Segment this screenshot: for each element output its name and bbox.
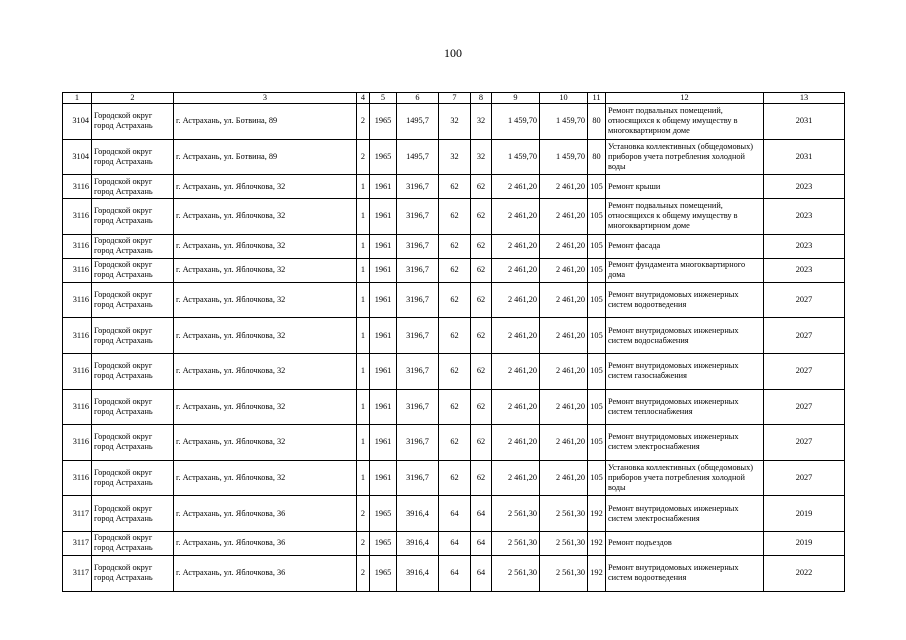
floors-cell: 1 <box>357 318 370 354</box>
floors-cell: 1 <box>357 353 370 389</box>
amount-cell-b: 2 461,20 <box>540 258 588 282</box>
count-cell-b: 62 <box>471 460 492 496</box>
index-cell: 105 <box>588 425 606 461</box>
column-header: 1 <box>63 93 92 104</box>
index-cell: 105 <box>588 282 606 318</box>
index-cell: 105 <box>588 258 606 282</box>
table-row <box>63 199 845 235</box>
amount-cell-a: 2 461,20 <box>492 175 540 199</box>
amount-cell-a: 1 459,70 <box>492 139 540 175</box>
row-id-cell: 3116 <box>63 282 92 318</box>
header-row <box>63 93 845 104</box>
index-cell: 192 <box>588 555 606 591</box>
index-cell: 105 <box>588 318 606 354</box>
table-row <box>63 531 845 555</box>
area-cell: 3196,7 <box>397 258 439 282</box>
floors-cell: 2 <box>357 531 370 555</box>
count-cell-b: 64 <box>471 531 492 555</box>
address-cell: г. Астрахань, ул. Яблочкова, 36 <box>174 531 357 555</box>
municipality-cell: Городской округ город Астрахань <box>92 460 174 496</box>
work-type-cell: Ремонт внутридомовых инженерных систем теплоснабжения <box>606 389 764 425</box>
floors-cell: 2 <box>357 139 370 175</box>
plan-year-cell: 2031 <box>764 104 845 140</box>
year-cell: 1965 <box>370 531 397 555</box>
row-id-cell: 3117 <box>63 531 92 555</box>
floors-cell: 1 <box>357 258 370 282</box>
work-type-cell: Установка коллективных (общедомовых) приборов учета потребления холодной воды <box>606 139 764 175</box>
municipality-cell: Городской округ город Астрахань <box>92 258 174 282</box>
row-id-cell: 3116 <box>63 199 92 235</box>
year-cell: 1961 <box>370 353 397 389</box>
plan-year-cell: 2031 <box>764 139 845 175</box>
address-cell: г. Астрахань, ул. Яблочкова, 32 <box>174 234 357 258</box>
municipality-cell: Городской округ город Астрахань <box>92 531 174 555</box>
count-cell-a: 32 <box>439 139 471 175</box>
column-header: 3 <box>174 93 357 104</box>
count-cell-a: 62 <box>439 234 471 258</box>
work-type-cell: Ремонт подвальных помещений, относящихся к общему имуществу в многоквартирном доме <box>606 104 764 140</box>
address-cell: г. Астрахань, ул. Яблочкова, 32 <box>174 425 357 461</box>
municipality-cell: Городской округ город Астрахань <box>92 389 174 425</box>
amount-cell-a: 2 561,30 <box>492 496 540 532</box>
amount-cell-a: 2 461,20 <box>492 199 540 235</box>
work-type-cell: Установка коллективных (общедомовых) приборов учета потребления холодной воды <box>606 460 764 496</box>
table-row <box>63 139 845 175</box>
municipality-cell: Городской округ город Астрахань <box>92 353 174 389</box>
work-type-cell: Ремонт внутридомовых инженерных систем водоотведения <box>606 282 764 318</box>
work-type-cell: Ремонт внутридомовых инженерных систем электроснабжения <box>606 496 764 532</box>
area-cell: 1495,7 <box>397 104 439 140</box>
work-type-cell: Ремонт крыши <box>606 175 764 199</box>
area-cell: 3916,4 <box>397 496 439 532</box>
year-cell: 1961 <box>370 175 397 199</box>
area-cell: 3196,7 <box>397 234 439 258</box>
area-cell: 3196,7 <box>397 318 439 354</box>
plan-year-cell: 2023 <box>764 258 845 282</box>
year-cell: 1965 <box>370 555 397 591</box>
row-id-cell: 3104 <box>63 104 92 140</box>
year-cell: 1965 <box>370 139 397 175</box>
amount-cell-b: 2 461,20 <box>540 460 588 496</box>
row-id-cell: 3116 <box>63 353 92 389</box>
plan-year-cell: 2027 <box>764 353 845 389</box>
table-row <box>63 460 845 496</box>
floors-cell: 1 <box>357 199 370 235</box>
amount-cell-b: 2 461,20 <box>540 318 588 354</box>
plan-year-cell: 2027 <box>764 425 845 461</box>
count-cell-b: 62 <box>471 353 492 389</box>
plan-year-cell: 2023 <box>764 234 845 258</box>
plan-year-cell: 2027 <box>764 460 845 496</box>
area-cell: 3196,7 <box>397 353 439 389</box>
work-type-cell: Ремонт фундамента многоквартирного дома <box>606 258 764 282</box>
floors-cell: 2 <box>357 496 370 532</box>
municipality-cell: Городской округ город Астрахань <box>92 199 174 235</box>
area-cell: 3196,7 <box>397 460 439 496</box>
amount-cell-b: 1 459,70 <box>540 104 588 140</box>
index-cell: 80 <box>588 104 606 140</box>
address-cell: г. Астрахань, ул. Яблочкова, 36 <box>174 496 357 532</box>
amount-cell-b: 2 461,20 <box>540 199 588 235</box>
floors-cell: 1 <box>357 234 370 258</box>
amount-cell-b: 2 461,20 <box>540 353 588 389</box>
column-header: 13 <box>764 93 845 104</box>
plan-year-cell: 2023 <box>764 199 845 235</box>
column-header: 11 <box>588 93 606 104</box>
table-row <box>63 425 845 461</box>
table-row <box>63 234 845 258</box>
area-cell: 3196,7 <box>397 282 439 318</box>
address-cell: г. Астрахань, ул. Яблочкова, 32 <box>174 282 357 318</box>
amount-cell-a: 1 459,70 <box>492 104 540 140</box>
table-row <box>63 104 845 140</box>
table-row <box>63 353 845 389</box>
plan-year-cell: 2019 <box>764 531 845 555</box>
column-header: 4 <box>357 93 370 104</box>
amount-cell-a: 2 561,30 <box>492 531 540 555</box>
column-header: 12 <box>606 93 764 104</box>
table-row <box>63 258 845 282</box>
index-cell: 192 <box>588 531 606 555</box>
column-header: 10 <box>540 93 588 104</box>
register-table <box>62 92 845 592</box>
plan-year-cell: 2027 <box>764 389 845 425</box>
amount-cell-b: 1 459,70 <box>540 139 588 175</box>
count-cell-b: 64 <box>471 555 492 591</box>
municipality-cell: Городской округ город Астрахань <box>92 496 174 532</box>
count-cell-b: 32 <box>471 104 492 140</box>
column-header: 7 <box>439 93 471 104</box>
year-cell: 1961 <box>370 460 397 496</box>
amount-cell-b: 2 461,20 <box>540 389 588 425</box>
table-row <box>63 175 845 199</box>
municipality-cell: Городской округ город Астрахань <box>92 425 174 461</box>
count-cell-b: 62 <box>471 425 492 461</box>
count-cell-a: 62 <box>439 258 471 282</box>
address-cell: г. Астрахань, ул. Ботвина, 89 <box>174 104 357 140</box>
address-cell: г. Астрахань, ул. Яблочкова, 32 <box>174 389 357 425</box>
amount-cell-b: 2 461,20 <box>540 175 588 199</box>
address-cell: г. Астрахань, ул. Яблочкова, 32 <box>174 258 357 282</box>
column-header: 9 <box>492 93 540 104</box>
address-cell: г. Астрахань, ул. Яблочкова, 32 <box>174 460 357 496</box>
work-type-cell: Ремонт внутридомовых инженерных систем водоснабжения <box>606 318 764 354</box>
count-cell-a: 62 <box>439 389 471 425</box>
row-id-cell: 3104 <box>63 139 92 175</box>
area-cell: 3196,7 <box>397 175 439 199</box>
plan-year-cell: 2022 <box>764 555 845 591</box>
count-cell-b: 62 <box>471 258 492 282</box>
municipality-cell: Городской округ город Астрахань <box>92 175 174 199</box>
count-cell-b: 62 <box>471 389 492 425</box>
work-type-cell: Ремонт фасада <box>606 234 764 258</box>
count-cell-a: 62 <box>439 425 471 461</box>
count-cell-a: 62 <box>439 282 471 318</box>
floors-cell: 1 <box>357 282 370 318</box>
column-header: 8 <box>471 93 492 104</box>
year-cell: 1961 <box>370 282 397 318</box>
index-cell: 105 <box>588 199 606 235</box>
table-row <box>63 282 845 318</box>
year-cell: 1961 <box>370 389 397 425</box>
amount-cell-a: 2 561,30 <box>492 555 540 591</box>
table-row <box>63 389 845 425</box>
count-cell-a: 32 <box>439 104 471 140</box>
area-cell: 3196,7 <box>397 425 439 461</box>
index-cell: 105 <box>588 175 606 199</box>
address-cell: г. Астрахань, ул. Яблочкова, 32 <box>174 353 357 389</box>
count-cell-b: 62 <box>471 234 492 258</box>
amount-cell-a: 2 461,20 <box>492 425 540 461</box>
column-header: 2 <box>92 93 174 104</box>
municipality-cell: Городской округ город Астрахань <box>92 104 174 140</box>
municipality-cell: Городской округ город Астрахань <box>92 234 174 258</box>
amount-cell-b: 2 561,30 <box>540 496 588 532</box>
address-cell: г. Астрахань, ул. Яблочкова, 32 <box>174 175 357 199</box>
address-cell: г. Астрахань, ул. Яблочкова, 32 <box>174 318 357 354</box>
plan-year-cell: 2023 <box>764 175 845 199</box>
year-cell: 1965 <box>370 496 397 532</box>
column-header: 6 <box>397 93 439 104</box>
year-cell: 1961 <box>370 234 397 258</box>
table-row <box>63 318 845 354</box>
count-cell-b: 62 <box>471 318 492 354</box>
amount-cell-b: 2 561,30 <box>540 531 588 555</box>
year-cell: 1961 <box>370 199 397 235</box>
index-cell: 105 <box>588 234 606 258</box>
floors-cell: 1 <box>357 460 370 496</box>
count-cell-b: 62 <box>471 175 492 199</box>
table-row <box>63 496 845 532</box>
amount-cell-a: 2 461,20 <box>492 234 540 258</box>
municipality-cell: Городской округ город Астрахань <box>92 139 174 175</box>
work-type-cell: Ремонт подвальных помещений, относящихся к общему имуществу в многоквартирном доме <box>606 199 764 235</box>
count-cell-a: 64 <box>439 531 471 555</box>
count-cell-b: 62 <box>471 199 492 235</box>
count-cell-a: 62 <box>439 175 471 199</box>
row-id-cell: 3116 <box>63 258 92 282</box>
area-cell: 3916,4 <box>397 531 439 555</box>
area-cell: 3196,7 <box>397 199 439 235</box>
row-id-cell: 3116 <box>63 175 92 199</box>
amount-cell-b: 2 461,20 <box>540 234 588 258</box>
row-id-cell: 3116 <box>63 318 92 354</box>
table-body <box>63 104 845 592</box>
index-cell: 105 <box>588 389 606 425</box>
index-cell: 105 <box>588 460 606 496</box>
index-cell: 80 <box>588 139 606 175</box>
plan-year-cell: 2027 <box>764 318 845 354</box>
year-cell: 1961 <box>370 425 397 461</box>
index-cell: 105 <box>588 353 606 389</box>
floors-cell: 1 <box>357 389 370 425</box>
amount-cell-a: 2 461,20 <box>492 258 540 282</box>
row-id-cell: 3116 <box>63 389 92 425</box>
amount-cell-a: 2 461,20 <box>492 460 540 496</box>
work-type-cell: Ремонт внутридомовых инженерных систем водоотведения <box>606 555 764 591</box>
count-cell-a: 62 <box>439 460 471 496</box>
amount-cell-b: 2 561,30 <box>540 555 588 591</box>
year-cell: 1961 <box>370 318 397 354</box>
plan-year-cell: 2019 <box>764 496 845 532</box>
amount-cell-a: 2 461,20 <box>492 318 540 354</box>
municipality-cell: Городской округ город Астрахань <box>92 318 174 354</box>
count-cell-a: 62 <box>439 353 471 389</box>
area-cell: 3196,7 <box>397 389 439 425</box>
work-type-cell: Ремонт внутридомовых инженерных систем электроснабжения <box>606 425 764 461</box>
amount-cell-a: 2 461,20 <box>492 282 540 318</box>
address-cell: г. Астрахань, ул. Ботвина, 89 <box>174 139 357 175</box>
amount-cell-b: 2 461,20 <box>540 282 588 318</box>
floors-cell: 2 <box>357 104 370 140</box>
count-cell-a: 62 <box>439 199 471 235</box>
year-cell: 1961 <box>370 258 397 282</box>
row-id-cell: 3116 <box>63 460 92 496</box>
row-id-cell: 3116 <box>63 425 92 461</box>
page-number: 100 <box>444 46 462 60</box>
municipality-cell: Городской округ город Астрахань <box>92 282 174 318</box>
row-id-cell: 3117 <box>63 496 92 532</box>
index-cell: 192 <box>588 496 606 532</box>
row-id-cell: 3117 <box>63 555 92 591</box>
count-cell-a: 62 <box>439 318 471 354</box>
area-cell: 1495,7 <box>397 139 439 175</box>
address-cell: г. Астрахань, ул. Яблочкова, 36 <box>174 555 357 591</box>
amount-cell-a: 2 461,20 <box>492 353 540 389</box>
table-row <box>63 555 845 591</box>
column-header: 5 <box>370 93 397 104</box>
count-cell-a: 64 <box>439 555 471 591</box>
work-type-cell: Ремонт внутридомовых инженерных систем газоснабжения <box>606 353 764 389</box>
floors-cell: 2 <box>357 555 370 591</box>
plan-year-cell: 2027 <box>764 282 845 318</box>
floors-cell: 1 <box>357 175 370 199</box>
address-cell: г. Астрахань, ул. Яблочкова, 32 <box>174 199 357 235</box>
area-cell: 3916,4 <box>397 555 439 591</box>
count-cell-b: 64 <box>471 496 492 532</box>
amount-cell-b: 2 461,20 <box>540 425 588 461</box>
floors-cell: 1 <box>357 425 370 461</box>
count-cell-b: 32 <box>471 139 492 175</box>
count-cell-a: 64 <box>439 496 471 532</box>
amount-cell-a: 2 461,20 <box>492 389 540 425</box>
municipality-cell: Городской округ город Астрахань <box>92 555 174 591</box>
count-cell-b: 62 <box>471 282 492 318</box>
row-id-cell: 3116 <box>63 234 92 258</box>
work-type-cell: Ремонт подъездов <box>606 531 764 555</box>
year-cell: 1965 <box>370 104 397 140</box>
